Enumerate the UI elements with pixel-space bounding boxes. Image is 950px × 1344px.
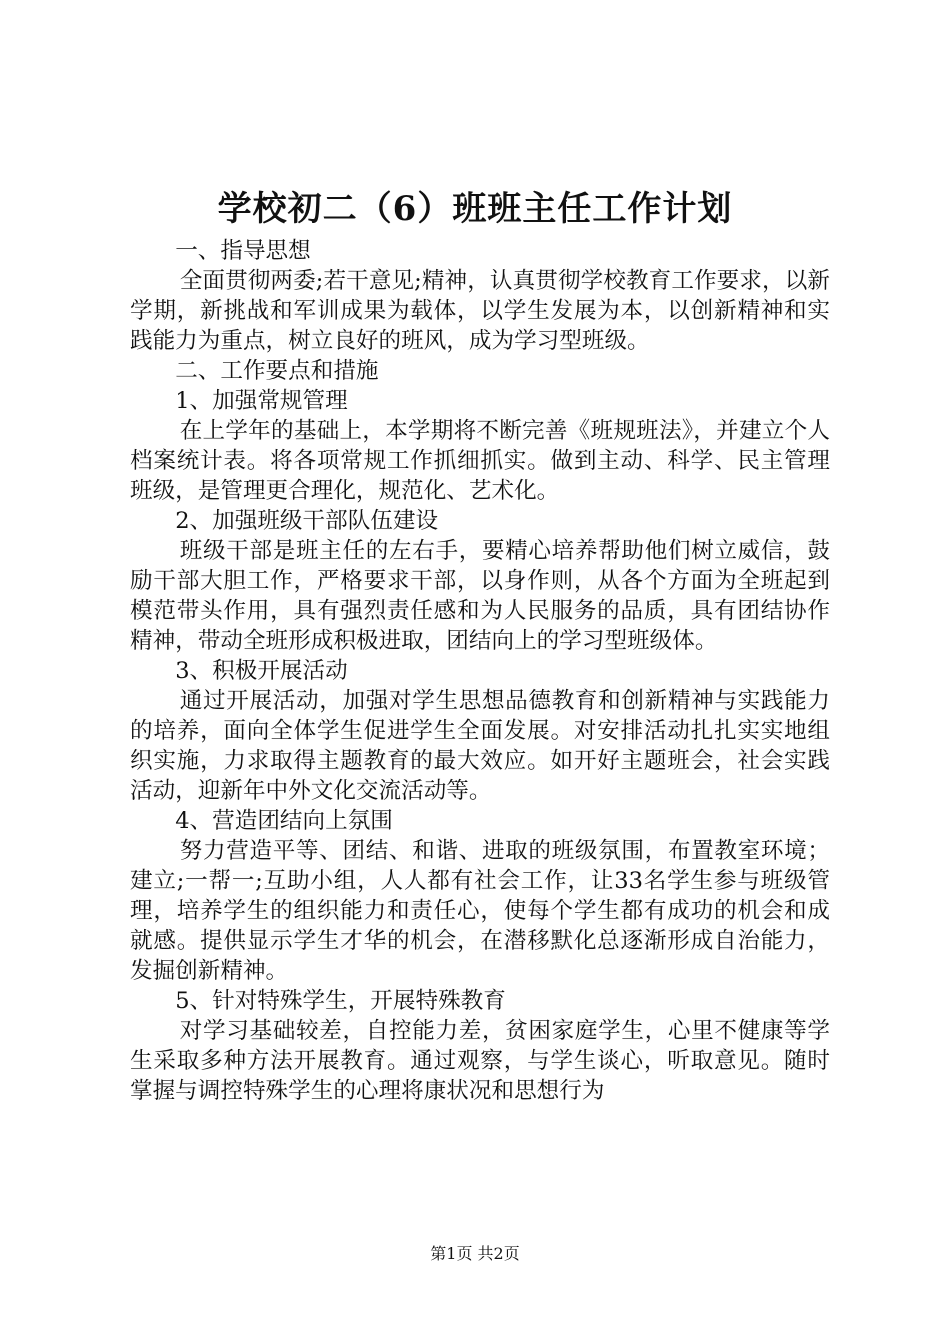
document-body [130,236,830,1106]
subsection-heading: 5、针对特殊学生，开展特殊教育 [175,988,506,1014]
paragraph: 通过开展活动，加强对学生思想品德教育和创新精神与实践能力的培养，面向全体学生促进学生全面发展。对安排活动扎扎实实地组织实施，力求取得主题教育的最大效应。如开好主题班会，社会实践活动，迎新年中外文化交流活动等。 [130,688,830,804]
paragraph: 在上学年的基础上，本学期将不断完善《班规班法》，并建立个人档案统计表。将各项常规工作抓细抓实。做到主动、科学、民主管理班级，是管理更合理化，规范化、艺术化。 [130,418,830,504]
section-heading: 二、工作要点和措施 [175,358,379,384]
subsection-heading: 1、加强常规管理 [175,388,348,414]
paragraph: 全面贯彻两委;若干意见;精神，认真贯彻学校教育工作要求，以新学期，新挑战和军训成果为载体，以学生发展为本，以创新精神和实践能力为重点，树立良好的班风，成为学习型班级。 [130,268,830,354]
paragraph: 努力营造平等、团结、和谐、进取的班级氛围，布置教室环境；建立;一帮一;互助小组，人人都有社会工作，让33名学生参与班级管理，培养学生的组织能力和责任心，使每个学生都有成功的机会和成就感。提供显示学生才华的机会，在潜移默化总逐渐形成自治能力，发掘创新精神。 [130,838,830,984]
subsection-heading: 2、加强班级干部队伍建设 [175,508,439,534]
section-heading: 一、指导思想 [175,238,311,264]
page-number-footer: 第1页 共2页 [430,1244,520,1263]
document-title: 学校初二（6）班班主任工作计划 [217,189,733,229]
paragraph: 班级干部是班主任的左右手，要精心培养帮助他们树立威信，鼓励干部大胆工作，严格要求干部，以身作则，从各个方面为全班起到模范带头作用，具有强烈责任感和为人民服务的品质，具有团结协作精神，带动全班形成积极进取，团结向上的学习型班级体。 [130,538,830,654]
paragraph: 对学习基础较差，自控能力差，贫困家庭学生，心里不健康等学生采取多种方法开展教育。通过观察，与学生谈心，听取意见。随时掌握与调控特殊学生的心理将康状况和思想行为 [130,1018,830,1104]
subsection-heading: 3、积极开展活动 [175,658,348,684]
subsection-heading: 4、营造团结向上氛围 [175,808,393,834]
